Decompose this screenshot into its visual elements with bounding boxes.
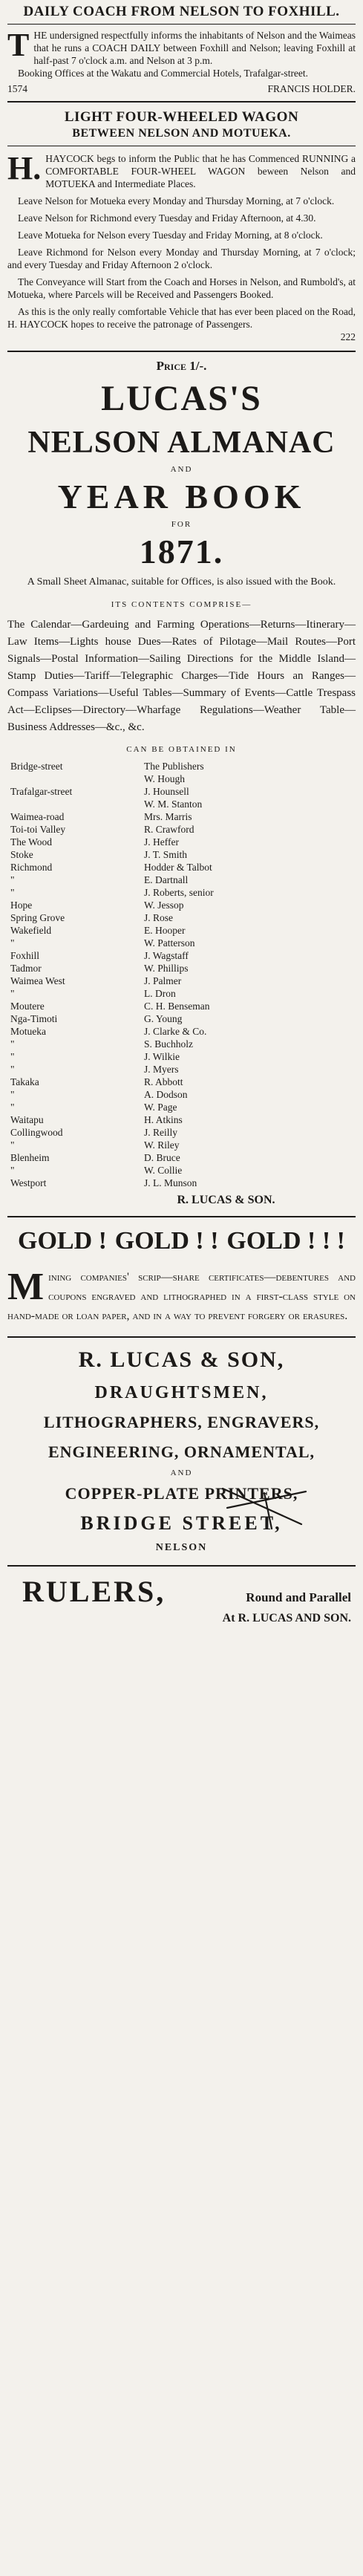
agent-row (10, 987, 356, 1000)
agent-row (10, 861, 356, 874)
agent-row (10, 1113, 356, 1126)
lucas-line-draughtsmen: DRAUGHTSMEN, (94, 1383, 269, 1402)
coach-heading: DAILY COACH FROM NELSON TO FOXHILL. (23, 4, 340, 19)
agent-place: " (10, 1139, 15, 1151)
advertiser-signature: FRANCIS HOLDER. (267, 83, 356, 94)
agent-place: Nga-Timoti (10, 1013, 58, 1024)
agent-name: G. Young (144, 1013, 183, 1024)
lucas-and: AND (170, 1468, 193, 1477)
agent-place: Waimea West (10, 975, 65, 986)
agent-row (10, 886, 356, 899)
agent-place: Tadmor (10, 963, 42, 974)
agent-place: " (10, 887, 15, 898)
gold-heading (7, 1225, 356, 1258)
agent-row (10, 1025, 356, 1038)
agent-name: E. Hooper (144, 925, 186, 936)
rulers-subtitle: Round and Parallel (246, 1590, 351, 1604)
lucas-line-engineering: ENGINEERING, ORNAMENTAL, (48, 1443, 315, 1461)
agent-name: J. Clarke & Co. (144, 1026, 207, 1037)
agent-place: Stoke (10, 849, 33, 860)
wagon-body: H. HAYCOCK begs to inform the Public that he has Commenced RUNNING a COMFORTABLE FOUR-WHEEL WAGON beween Nelson and MOTUEKA and Intermediate Places. (7, 150, 356, 189)
divider (7, 24, 356, 25)
agent-place: Wakefield (10, 925, 52, 936)
agent-row (10, 899, 356, 911)
agent-name: W. Page (144, 1102, 177, 1113)
agent-row (10, 823, 356, 836)
agent-row (10, 924, 356, 937)
ad-reference-number: 1574 (7, 83, 27, 94)
agent-place (10, 773, 144, 785)
almanac-advertisement (7, 358, 356, 1209)
mining-scrip-advertisement (7, 1225, 356, 1326)
agent-place: Waitapu (10, 1114, 44, 1125)
agent-row (10, 798, 356, 810)
agent-row (10, 1139, 356, 1151)
agent-place: Waimea-road (10, 811, 65, 822)
agent-row (10, 1050, 356, 1063)
gold-word-2: GOLD ! ! (114, 1227, 219, 1255)
agent-name: D. Bruce (144, 1152, 180, 1163)
divider (7, 1216, 356, 1217)
lucas-line-street: BRIDGE STREET, (80, 1512, 283, 1534)
agent-name: R. Abbott (144, 1076, 183, 1087)
agent-name: The Publishers (144, 761, 204, 772)
drop-cap: H. (7, 150, 42, 186)
agent-row (10, 1101, 356, 1113)
agent-place: " (10, 988, 15, 999)
agent-place: Bridge-street (10, 761, 63, 772)
agent-name: J. T. Smith (144, 849, 188, 860)
agent-row (10, 1151, 356, 1164)
agent-row (10, 911, 356, 924)
wagon-schedule-1: Leave Nelson for Motueka every Monday and Thursday Morning, at 7 o'clock. (18, 195, 335, 206)
agent-name: E. Dartnall (144, 874, 189, 885)
agent-name: A. Dodson (144, 1089, 188, 1100)
agent-place: Collingwood (10, 1127, 63, 1138)
agent-name: H. Atkins (144, 1114, 183, 1125)
mining-scrip-body: Mining companies' scrip—share certificates—debentures and coupons engraved and lithographed in a first-class style on hand-made or loan paper, and in a way to prevent forgery or erasures. (7, 1266, 356, 1322)
agent-place: Trafalgar-street (10, 786, 73, 797)
divider (7, 1565, 356, 1567)
agent-name: W. M. Stanton (144, 799, 203, 810)
lucas-line-town: NELSON (155, 1542, 208, 1553)
agent-place: " (10, 1165, 15, 1176)
wagon-heading: LIGHT FOUR-WHEELED WAGON (64, 109, 299, 125)
agent-name: W. Hough (144, 773, 186, 784)
agent-name: J. Wagstaff (144, 950, 189, 961)
almanac-contents: The Calendar—Gardeuing and Farming Operations—Returns—Itinerary—Law Items—Lights house Dues—Rates of Pilotage—Mail Routes—Port Signals—Postal Information—Sailing Directions for the Middle Island—Stamp Duties—Tariff—Telegraphic Charges—Tide Hours an Ranges—Compass Variations—Useful Tables—Summary of Events—Cattle Trespass Act—Eclipses—Directory—Wharfage Regulations—Weather Table—Business Addresses—&c., &c. (7, 619, 356, 733)
agent-row (10, 975, 356, 987)
divider (7, 351, 356, 352)
agent-name: Hodder & Talbot (144, 862, 212, 873)
agent-place: Richmond (10, 862, 53, 873)
agent-row (10, 785, 356, 798)
agent-name: L. Dron (144, 988, 176, 999)
agent-row (10, 1038, 356, 1050)
almanac-price: Price 1/-. (156, 359, 207, 373)
agent-place: Toi-toi Valley (10, 824, 66, 835)
agent-row (10, 1063, 356, 1076)
divider (7, 101, 356, 103)
agent-name: W. Riley (144, 1139, 180, 1151)
agent-place: " (10, 1051, 15, 1062)
agent-row (10, 937, 356, 949)
advertiser-signature: R. LUCAS & SON. (177, 1194, 275, 1206)
agent-place: Moutere (10, 1001, 45, 1012)
wagon-footer (7, 331, 356, 343)
almanac-title-year-book: YEAR BOOK (57, 478, 306, 515)
agent-name: J. L. Munson (144, 1177, 197, 1188)
wagon-schedule-2: Leave Nelson for Richmond every Tuesday and Friday Afternoon, at 4.30. (18, 212, 316, 224)
agent-place: Blenheim (10, 1152, 50, 1163)
almanac-year: 1871. (139, 533, 224, 570)
agent-place: Westport (10, 1177, 47, 1188)
agent-name: J. Hounsell (144, 786, 189, 797)
almanac-description: A Small Sheet Almanac, suitable for Offices, is also issued with the Book. (27, 576, 336, 588)
agent-row (10, 1164, 356, 1177)
almanac-for: FOR (171, 520, 192, 529)
coach-footer (7, 82, 356, 95)
agent-row (10, 848, 356, 861)
agent-name: S. Buchholz (144, 1038, 193, 1050)
agent-row (10, 1088, 356, 1101)
agents-list (7, 760, 356, 1189)
agent-row (10, 1012, 356, 1025)
divider (7, 1336, 356, 1338)
agent-row (10, 1126, 356, 1139)
agent-place: " (10, 1064, 15, 1075)
agent-row (10, 1000, 356, 1012)
agent-name: W. Jessop (144, 900, 184, 911)
agent-name: J. Palmer (144, 975, 182, 986)
agent-place: The Wood (10, 836, 53, 848)
lucas-line-lithographers: LITHOGRAPHERS, ENGRAVERS, (43, 1413, 320, 1431)
agent-name: J. Roberts, senior (144, 887, 214, 898)
agent-place: Spring Grove (10, 912, 65, 923)
agent-place: " (10, 1038, 15, 1050)
agent-place: Motueka (10, 1026, 46, 1037)
agent-row (10, 1076, 356, 1088)
gold-word-3: GOLD ! ! ! (226, 1227, 345, 1255)
agent-place: " (10, 1102, 15, 1113)
almanac-and: AND (170, 465, 193, 474)
agent-name: C. H. Benseman (144, 1001, 210, 1012)
agent-place (10, 798, 144, 810)
agent-name: J. Wilkie (144, 1051, 180, 1062)
contents-label: ITS CONTENTS COMPRISE— (111, 600, 252, 609)
agent-name: R. Crawford (144, 824, 194, 835)
wagon-schedule-3: Leave Motueka for Nelson every Tuesday and Friday Morning, at 8 o'clock. (18, 230, 323, 241)
agent-name: W. Patterson (144, 937, 195, 949)
agent-name: Mrs. Marris (144, 811, 192, 822)
wagon-advertisement (7, 108, 356, 343)
wagon-closing: As this is the only really comfortable Vehicle that has ever been placed on the Road, H. HAYCOCK hopes to receive the patronage of Passengers. (7, 306, 356, 330)
agent-name: J. Heffer (144, 836, 179, 848)
agent-row (10, 810, 356, 823)
agent-place: " (10, 937, 15, 949)
rulers-advertisement (7, 1572, 356, 1632)
wagon-schedule-4: Leave Richmond for Nelson every Monday and Thursday Morning, at 7 o'clock; and every Tuesday and Friday Afternoon 2 o'clock. (7, 247, 356, 270)
agent-place: " (10, 874, 15, 885)
coach-advertisement (7, 0, 356, 95)
lucas-line-copperplate: COPPER-PLATE PRINTERS, (65, 1484, 298, 1503)
obtain-label: CAN BE OBTAINED IN (126, 745, 237, 754)
agent-row (10, 874, 356, 886)
agent-name: J. Reilly (144, 1127, 178, 1138)
wagon-conveyance: The Conveyance will Start from the Coach and Horses in Nelson, and Rumbold's, at Motueka, where Parcels will be Received and Passengers Booked. (7, 276, 356, 300)
lucas-name: R. LUCAS & SON, (78, 1347, 285, 1372)
rulers-location: At R. LUCAS AND SON. (222, 1612, 351, 1624)
coach-body: THE undersigned respectfully informs the inhabitants of Nelson and the Waimeas that he runs a COACH DAILY between Foxhill and Nelson; leaving Foxhill at half-past 7 o'clock a.m. and Nelson at 3 p.m. (7, 27, 356, 66)
agent-row (10, 773, 356, 785)
agent-place: Hope (10, 900, 33, 911)
agent-place: Foxhill (10, 950, 40, 961)
agent-place: Takaka (10, 1076, 39, 1087)
wagon-subheading: BETWEEN NELSON AND MOTUEKA. (72, 127, 291, 140)
agent-row (10, 1177, 356, 1189)
rulers-title: RULERS, (22, 1575, 166, 1608)
ad-reference-number: 222 (340, 331, 356, 342)
gold-word-1: GOLD ! (18, 1227, 107, 1255)
handwritten-mark (220, 1486, 309, 1530)
agent-row (10, 962, 356, 975)
agent-name: W. Phillips (144, 963, 189, 974)
drop-cap: T (7, 27, 30, 63)
almanac-title-lucas: LUCAS'S (101, 379, 262, 418)
agent-row (10, 760, 356, 773)
agent-row (10, 836, 356, 848)
agent-name: J. Rose (144, 912, 174, 923)
drop-cap: M (7, 1266, 45, 1308)
agent-name: J. Myers (144, 1064, 179, 1075)
coach-offices: Booking Offices at the Wakatu and Commercial Hotels, Trafalgar-street. (18, 68, 309, 79)
almanac-title-nelson: NELSON ALMANAC (27, 426, 336, 460)
agent-name: W. Collie (144, 1165, 183, 1176)
agent-place: " (10, 1089, 15, 1100)
agent-row (10, 949, 356, 962)
